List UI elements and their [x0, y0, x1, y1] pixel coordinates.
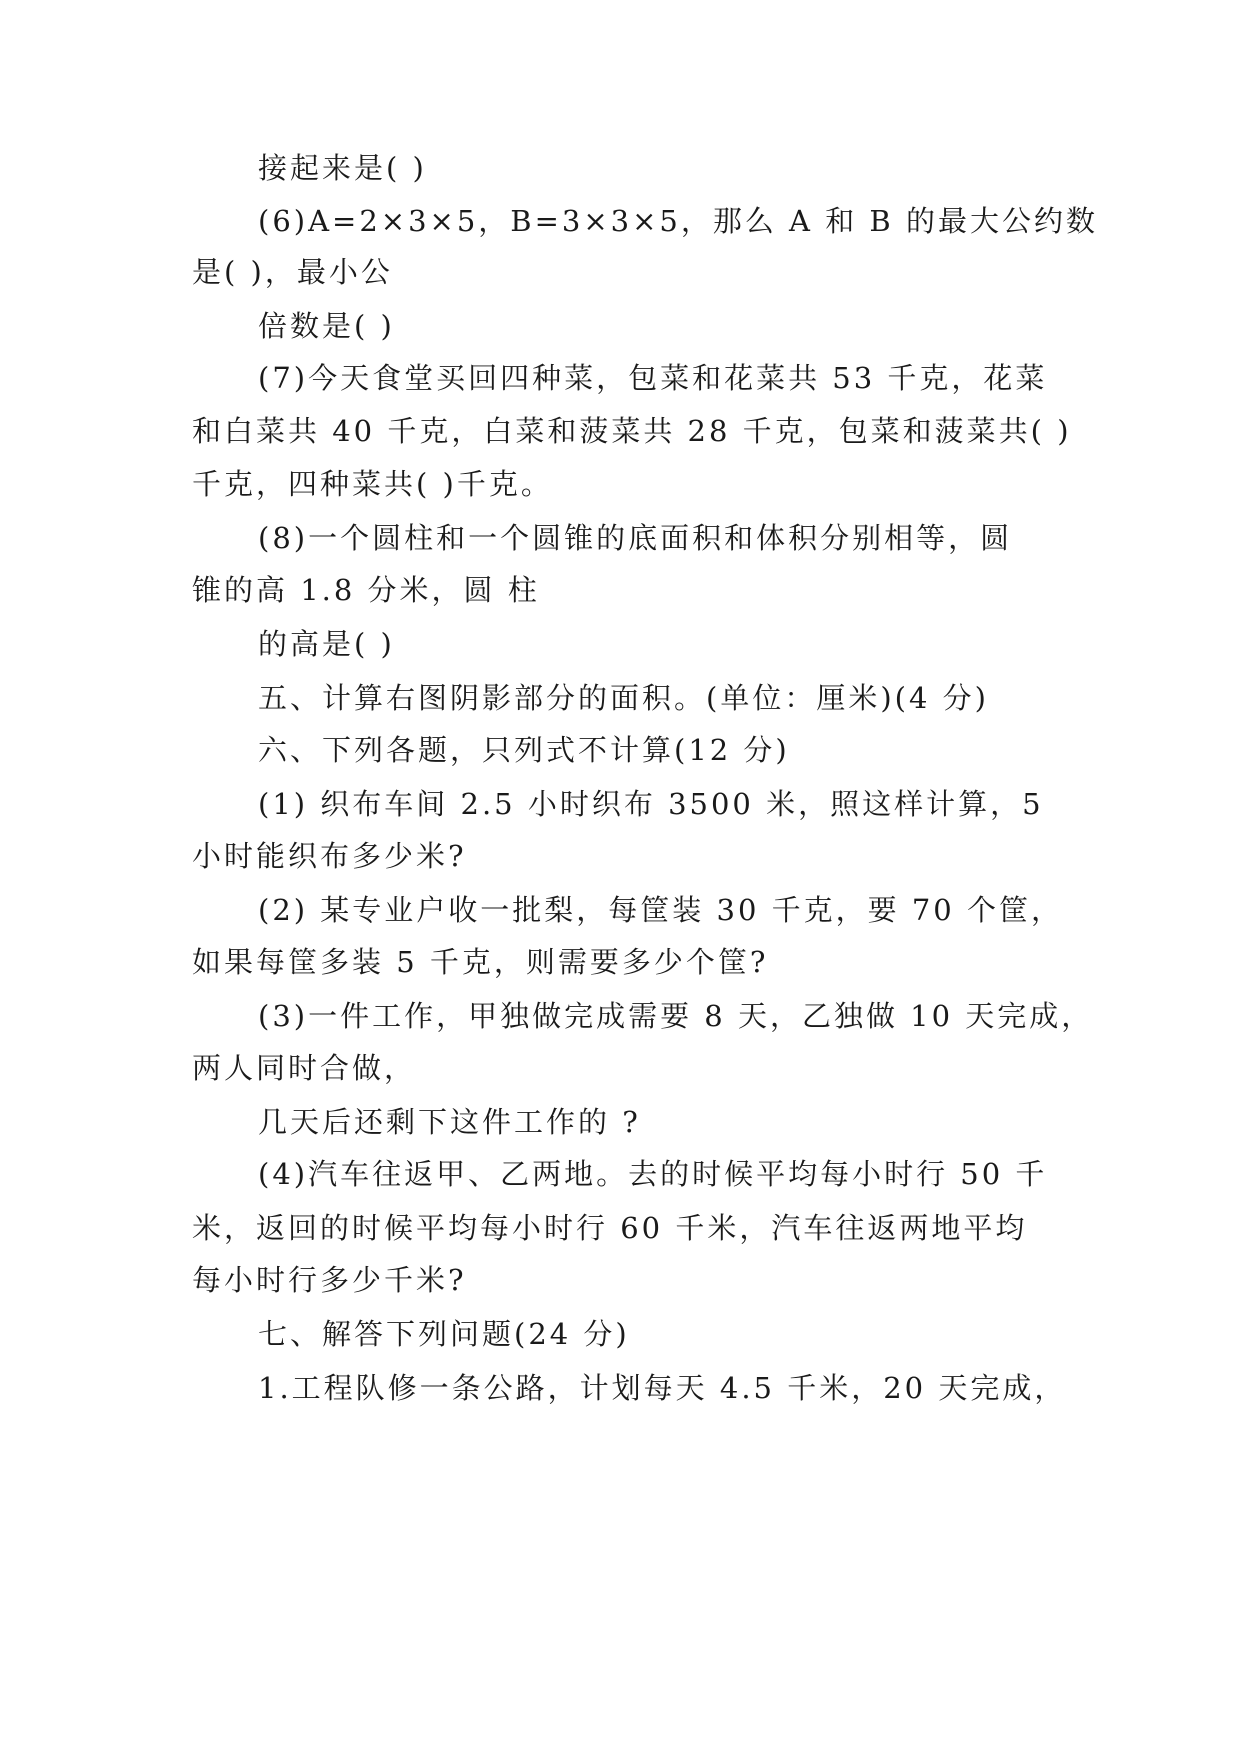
text-line: 是( )，最小公 [192, 255, 393, 289]
text-line: (7)今天食堂买回四种菜，包菜和花菜共 53 千克，花菜 [258, 361, 1048, 395]
text-line: 如果每筐多装 5 千克，则需要多少个筐? [192, 945, 769, 979]
text-line: (4)汽车往返甲、乙两地。去的时候平均每小时行 50 千 [258, 1157, 1048, 1191]
text-line: 的高是( ) [258, 627, 395, 661]
text-line: 两人同时合做， [192, 1051, 417, 1085]
text-line: 小时能织布多少米? [192, 839, 467, 873]
text-line: 几天后还剩下这件工作的 ? [258, 1105, 641, 1139]
text-line: 六、下列各题，只列式不计算(12 分) [258, 733, 790, 767]
text-line: (6)A=2×3×5，B=3×3×5，那么 A 和 B 的最大公约数 [258, 204, 1098, 238]
text-line: (2) 某专业户收一批梨，每筐装 30 千克，要 70 个筐， [258, 893, 1063, 927]
text-line: 五、计算右图阴影部分的面积。(单位：厘米)(4 分) [258, 681, 989, 715]
text-line: 锥的高 1.8 分米，圆 柱 [192, 573, 540, 607]
text-line: 七、解答下列问题(24 分) [258, 1317, 630, 1351]
text-line: 1.工程队修一条公路，计划每天 4.5 千米，20 天完成， [258, 1371, 1067, 1405]
text-line: (8)一个圆柱和一个圆锥的底面积和体积分别相等，圆 [258, 521, 1013, 555]
text-line: 倍数是( ) [258, 309, 395, 343]
text-line: 接起来是( ) [258, 151, 427, 185]
text-line: 和白菜共 40 千克，白菜和菠菜共 28 千克，包菜和菠菜共( ) [192, 414, 1072, 448]
text-line: 每小时行多少千米? [192, 1263, 467, 1297]
text-line: (1) 织布车间 2.5 小时织布 3500 米，照这样计算，5 [258, 787, 1044, 821]
text-line: 米，返回的时候平均每小时行 60 千米，汽车往返两地平均 [192, 1211, 1028, 1245]
text-line: (3)一件工作，甲独做完成需要 8 天，乙独做 10 天完成， [258, 999, 1094, 1033]
text-line: 千克，四种菜共( )千克。 [192, 467, 553, 501]
